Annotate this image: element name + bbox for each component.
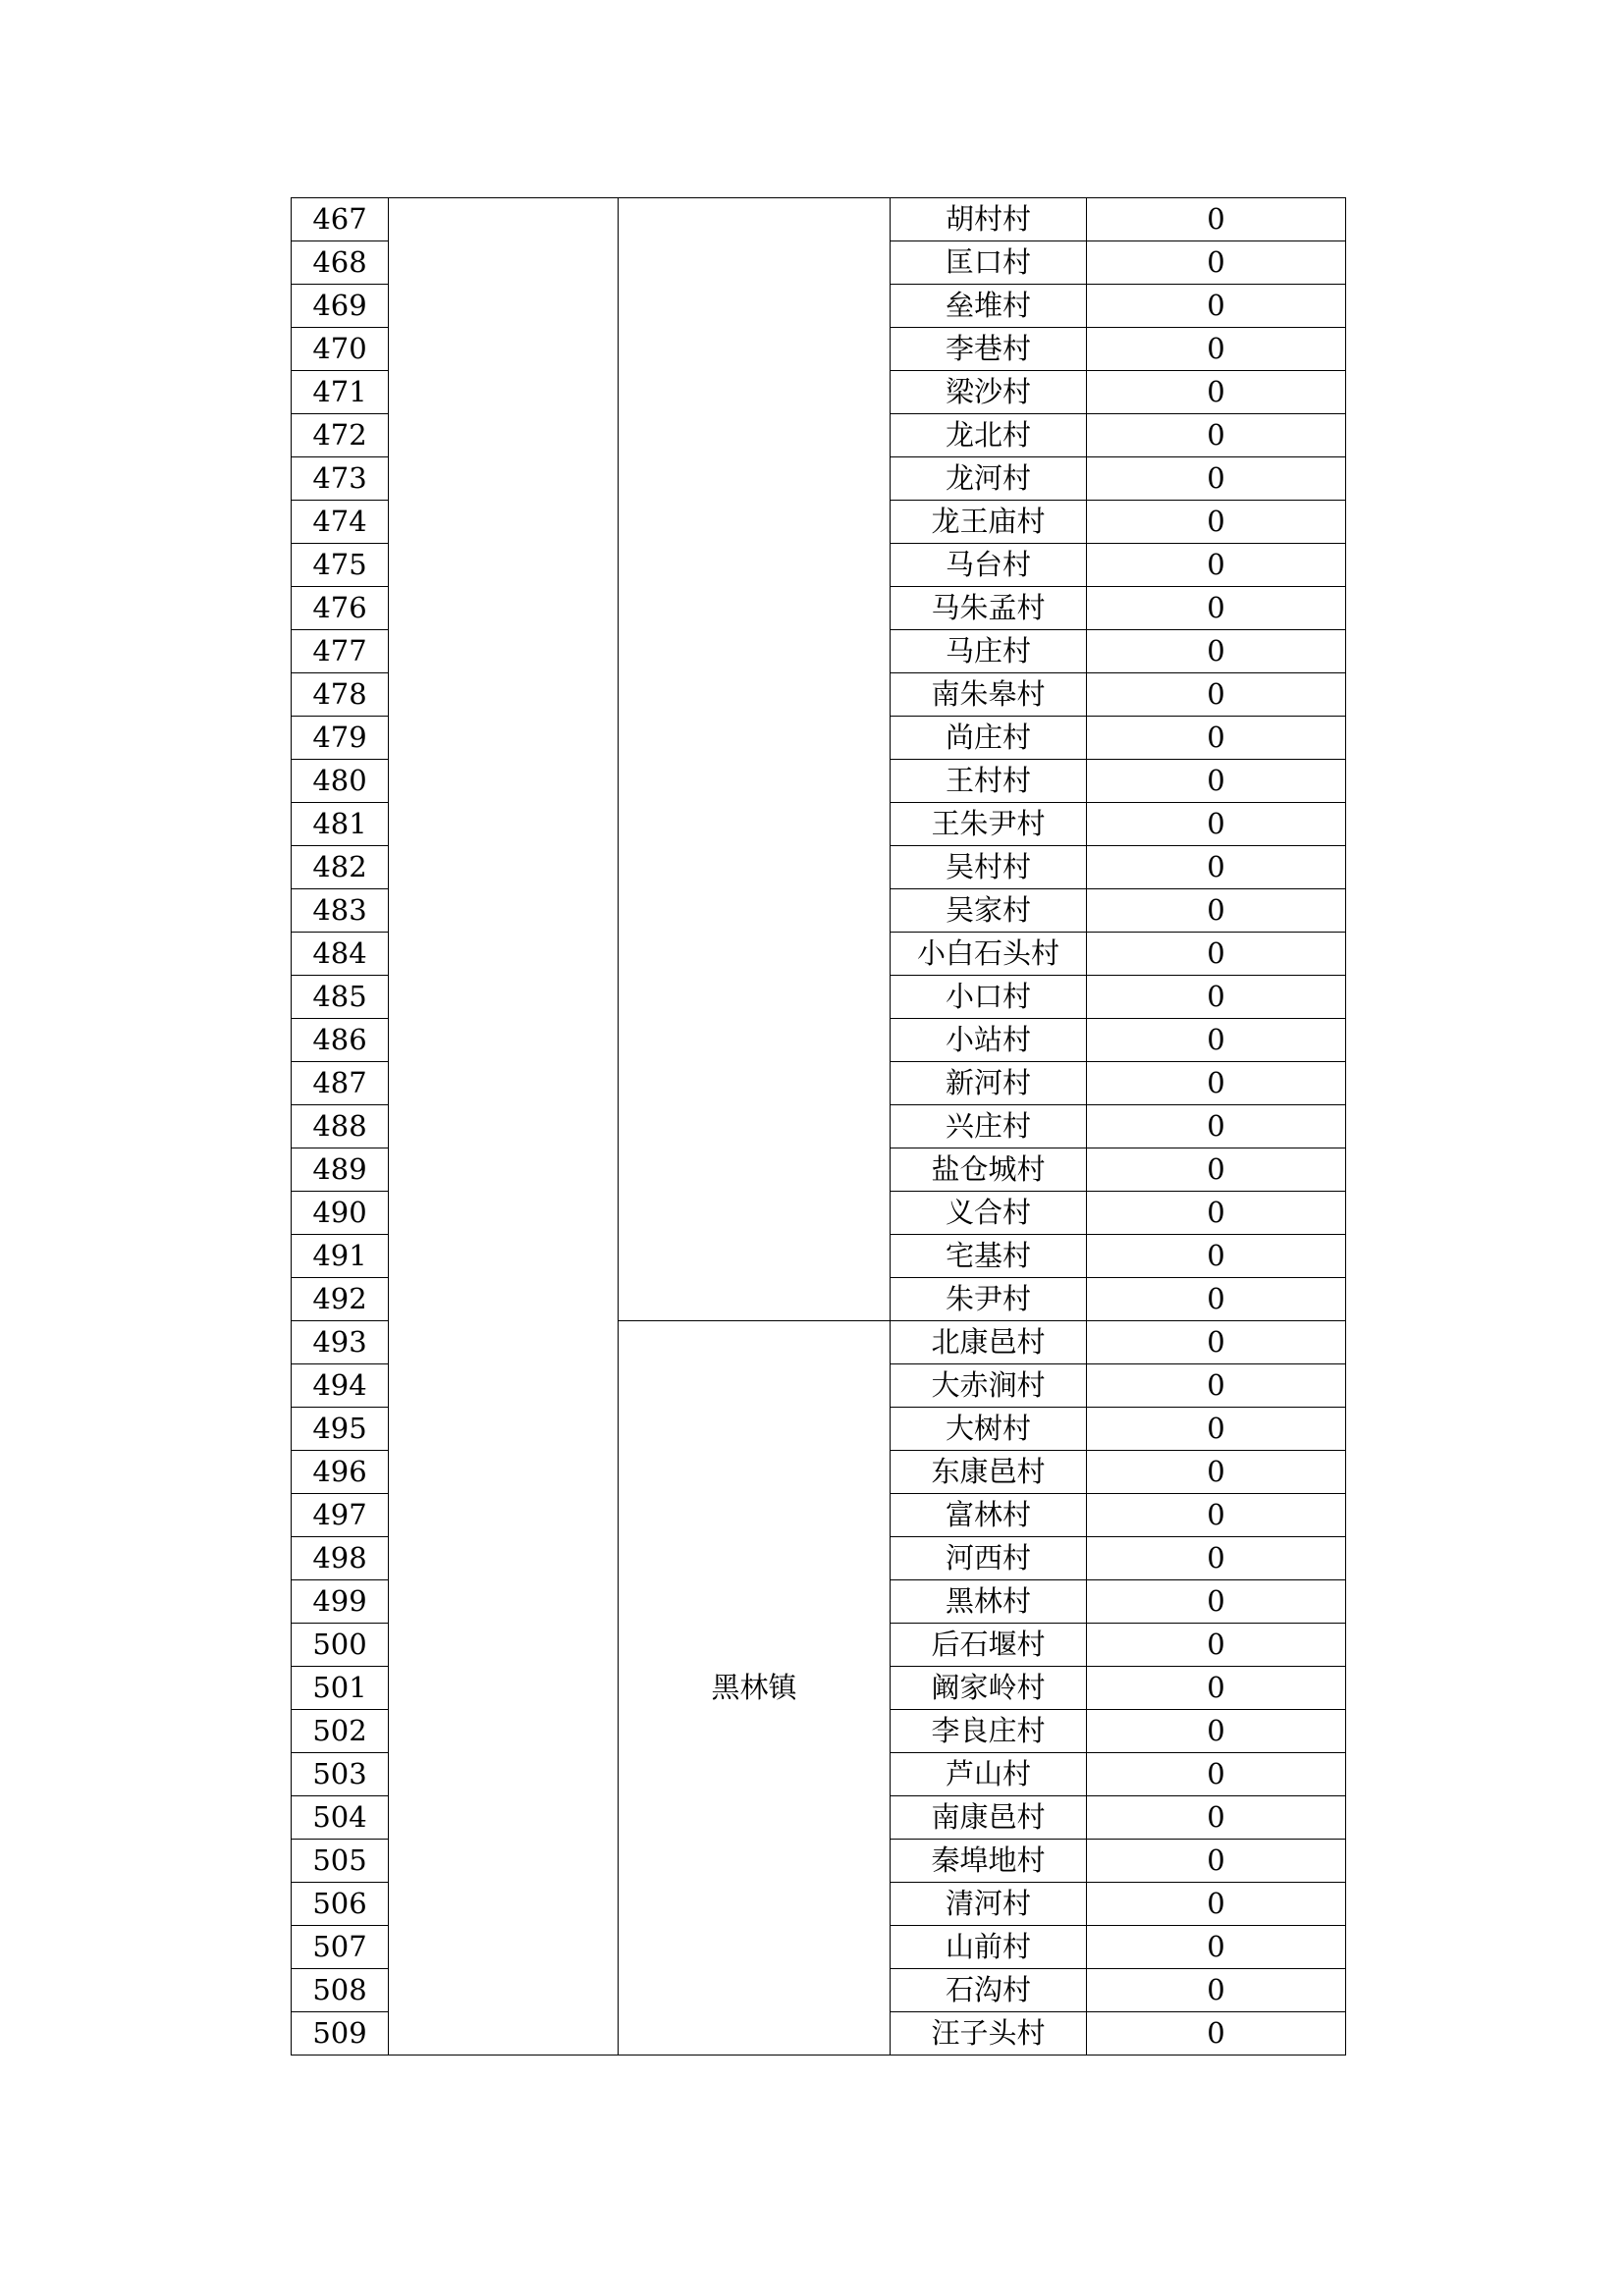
village-name-cell: 盐仓城村 bbox=[891, 1148, 1087, 1192]
row-number-cell: 469 bbox=[292, 285, 389, 328]
row-number-cell: 488 bbox=[292, 1105, 389, 1148]
village-name-cell: 小口村 bbox=[891, 976, 1087, 1019]
village-name-cell: 王朱尹村 bbox=[891, 803, 1087, 846]
row-number-cell: 490 bbox=[292, 1192, 389, 1235]
village-name-cell: 朱尹村 bbox=[891, 1278, 1087, 1321]
row-number-cell: 496 bbox=[292, 1451, 389, 1494]
village-name-cell: 匡口村 bbox=[891, 241, 1087, 285]
village-name-cell: 兴庄村 bbox=[891, 1105, 1087, 1148]
village-name-cell: 新河村 bbox=[891, 1062, 1087, 1105]
value-cell: 0 bbox=[1087, 414, 1346, 457]
row-number-cell: 506 bbox=[292, 1883, 389, 1926]
row-number-cell: 470 bbox=[292, 328, 389, 371]
row-number-cell: 494 bbox=[292, 1364, 389, 1408]
row-number-cell: 492 bbox=[292, 1278, 389, 1321]
town-cell: 黑林镇 bbox=[619, 1321, 891, 2056]
value-cell: 0 bbox=[1087, 1667, 1346, 1710]
village-name-cell: 龙河村 bbox=[891, 457, 1087, 501]
value-cell: 0 bbox=[1087, 198, 1346, 241]
row-number-cell: 501 bbox=[292, 1667, 389, 1710]
table-row bbox=[292, 198, 1346, 241]
value-cell: 0 bbox=[1087, 1926, 1346, 1969]
village-name-cell: 李良庄村 bbox=[891, 1710, 1087, 1753]
row-number-cell: 495 bbox=[292, 1408, 389, 1451]
value-cell: 0 bbox=[1087, 2012, 1346, 2056]
village-name-cell: 李巷村 bbox=[891, 328, 1087, 371]
row-number-cell: 500 bbox=[292, 1624, 389, 1667]
county-cell bbox=[389, 198, 619, 2056]
row-number-cell: 476 bbox=[292, 587, 389, 630]
village-name-cell: 胡村村 bbox=[891, 198, 1087, 241]
village-name-cell: 东康邑村 bbox=[891, 1451, 1087, 1494]
village-name-cell: 小白石头村 bbox=[891, 933, 1087, 976]
row-number-cell: 483 bbox=[292, 889, 389, 933]
row-number-cell: 505 bbox=[292, 1840, 389, 1883]
village-name-cell: 清河村 bbox=[891, 1883, 1087, 1926]
village-name-cell: 北康邑村 bbox=[891, 1321, 1087, 1364]
village-name-cell: 吴家村 bbox=[891, 889, 1087, 933]
value-cell: 0 bbox=[1087, 241, 1346, 285]
village-name-cell: 山前村 bbox=[891, 1926, 1087, 1969]
value-cell: 0 bbox=[1087, 717, 1346, 760]
village-name-cell: 马朱孟村 bbox=[891, 587, 1087, 630]
row-number-cell: 475 bbox=[292, 544, 389, 587]
row-number-cell: 499 bbox=[292, 1580, 389, 1624]
value-cell: 0 bbox=[1087, 630, 1346, 673]
value-cell: 0 bbox=[1087, 1278, 1346, 1321]
village-name-cell: 大赤涧村 bbox=[891, 1364, 1087, 1408]
value-cell: 0 bbox=[1087, 1537, 1346, 1580]
value-cell: 0 bbox=[1087, 1883, 1346, 1926]
village-name-cell: 黑林村 bbox=[891, 1580, 1087, 1624]
value-cell: 0 bbox=[1087, 371, 1346, 414]
row-number-cell: 472 bbox=[292, 414, 389, 457]
village-name-cell: 垒堆村 bbox=[891, 285, 1087, 328]
row-number-cell: 480 bbox=[292, 760, 389, 803]
value-cell: 0 bbox=[1087, 1364, 1346, 1408]
village-name-cell: 芦山村 bbox=[891, 1753, 1087, 1796]
value-cell: 0 bbox=[1087, 1624, 1346, 1667]
value-cell: 0 bbox=[1087, 1062, 1346, 1105]
value-cell: 0 bbox=[1087, 285, 1346, 328]
village-name-cell: 大树村 bbox=[891, 1408, 1087, 1451]
row-number-cell: 503 bbox=[292, 1753, 389, 1796]
value-cell: 0 bbox=[1087, 328, 1346, 371]
value-cell: 0 bbox=[1087, 1321, 1346, 1364]
row-number-cell: 504 bbox=[292, 1796, 389, 1840]
value-cell: 0 bbox=[1087, 760, 1346, 803]
village-name-cell: 秦埠地村 bbox=[891, 1840, 1087, 1883]
value-cell: 0 bbox=[1087, 1796, 1346, 1840]
row-number-cell: 507 bbox=[292, 1926, 389, 1969]
row-number-cell: 497 bbox=[292, 1494, 389, 1537]
row-number-cell: 478 bbox=[292, 673, 389, 717]
row-number-cell: 502 bbox=[292, 1710, 389, 1753]
town-cell bbox=[619, 198, 891, 1321]
village-table-body bbox=[292, 198, 1346, 2056]
value-cell: 0 bbox=[1087, 1494, 1346, 1537]
row-number-cell: 508 bbox=[292, 1969, 389, 2012]
village-table bbox=[291, 197, 1346, 2056]
value-cell: 0 bbox=[1087, 457, 1346, 501]
village-name-cell: 尚庄村 bbox=[891, 717, 1087, 760]
village-name-cell: 马台村 bbox=[891, 544, 1087, 587]
village-name-cell: 马庄村 bbox=[891, 630, 1087, 673]
value-cell: 0 bbox=[1087, 544, 1346, 587]
village-name-cell: 阚家岭村 bbox=[891, 1667, 1087, 1710]
row-number-cell: 489 bbox=[292, 1148, 389, 1192]
row-number-cell: 468 bbox=[292, 241, 389, 285]
village-name-cell: 河西村 bbox=[891, 1537, 1087, 1580]
value-cell: 0 bbox=[1087, 1105, 1346, 1148]
row-number-cell: 487 bbox=[292, 1062, 389, 1105]
row-number-cell: 481 bbox=[292, 803, 389, 846]
row-number-cell: 493 bbox=[292, 1321, 389, 1364]
village-name-cell: 汪子头村 bbox=[891, 2012, 1087, 2056]
village-name-cell: 吴村村 bbox=[891, 846, 1087, 889]
village-name-cell: 后石堰村 bbox=[891, 1624, 1087, 1667]
row-number-cell: 474 bbox=[292, 501, 389, 544]
value-cell: 0 bbox=[1087, 1710, 1346, 1753]
value-cell: 0 bbox=[1087, 1969, 1346, 2012]
village-name-cell: 梁沙村 bbox=[891, 371, 1087, 414]
value-cell: 0 bbox=[1087, 587, 1346, 630]
value-cell: 0 bbox=[1087, 1580, 1346, 1624]
value-cell: 0 bbox=[1087, 1148, 1346, 1192]
value-cell: 0 bbox=[1087, 803, 1346, 846]
value-cell: 0 bbox=[1087, 501, 1346, 544]
row-number-cell: 471 bbox=[292, 371, 389, 414]
row-number-cell: 509 bbox=[292, 2012, 389, 2056]
village-name-cell: 南康邑村 bbox=[891, 1796, 1087, 1840]
village-name-cell: 龙王庙村 bbox=[891, 501, 1087, 544]
row-number-cell: 473 bbox=[292, 457, 389, 501]
value-cell: 0 bbox=[1087, 1019, 1346, 1062]
village-name-cell: 富林村 bbox=[891, 1494, 1087, 1537]
value-cell: 0 bbox=[1087, 889, 1346, 933]
row-number-cell: 484 bbox=[292, 933, 389, 976]
row-number-cell: 477 bbox=[292, 630, 389, 673]
row-number-cell: 491 bbox=[292, 1235, 389, 1278]
village-name-cell: 小站村 bbox=[891, 1019, 1087, 1062]
village-name-cell: 宅基村 bbox=[891, 1235, 1087, 1278]
value-cell: 0 bbox=[1087, 1451, 1346, 1494]
row-number-cell: 498 bbox=[292, 1537, 389, 1580]
value-cell: 0 bbox=[1087, 1235, 1346, 1278]
row-number-cell: 467 bbox=[292, 198, 389, 241]
value-cell: 0 bbox=[1087, 673, 1346, 717]
value-cell: 0 bbox=[1087, 1192, 1346, 1235]
value-cell: 0 bbox=[1087, 846, 1346, 889]
row-number-cell: 486 bbox=[292, 1019, 389, 1062]
village-name-cell: 南朱皋村 bbox=[891, 673, 1087, 717]
value-cell: 0 bbox=[1087, 1408, 1346, 1451]
village-name-cell: 义合村 bbox=[891, 1192, 1087, 1235]
row-number-cell: 482 bbox=[292, 846, 389, 889]
value-cell: 0 bbox=[1087, 1753, 1346, 1796]
value-cell: 0 bbox=[1087, 976, 1346, 1019]
row-number-cell: 479 bbox=[292, 717, 389, 760]
village-name-cell: 王村村 bbox=[891, 760, 1087, 803]
value-cell: 0 bbox=[1087, 933, 1346, 976]
row-number-cell: 485 bbox=[292, 976, 389, 1019]
village-name-cell: 石沟村 bbox=[891, 1969, 1087, 2012]
value-cell: 0 bbox=[1087, 1840, 1346, 1883]
village-name-cell: 龙北村 bbox=[891, 414, 1087, 457]
